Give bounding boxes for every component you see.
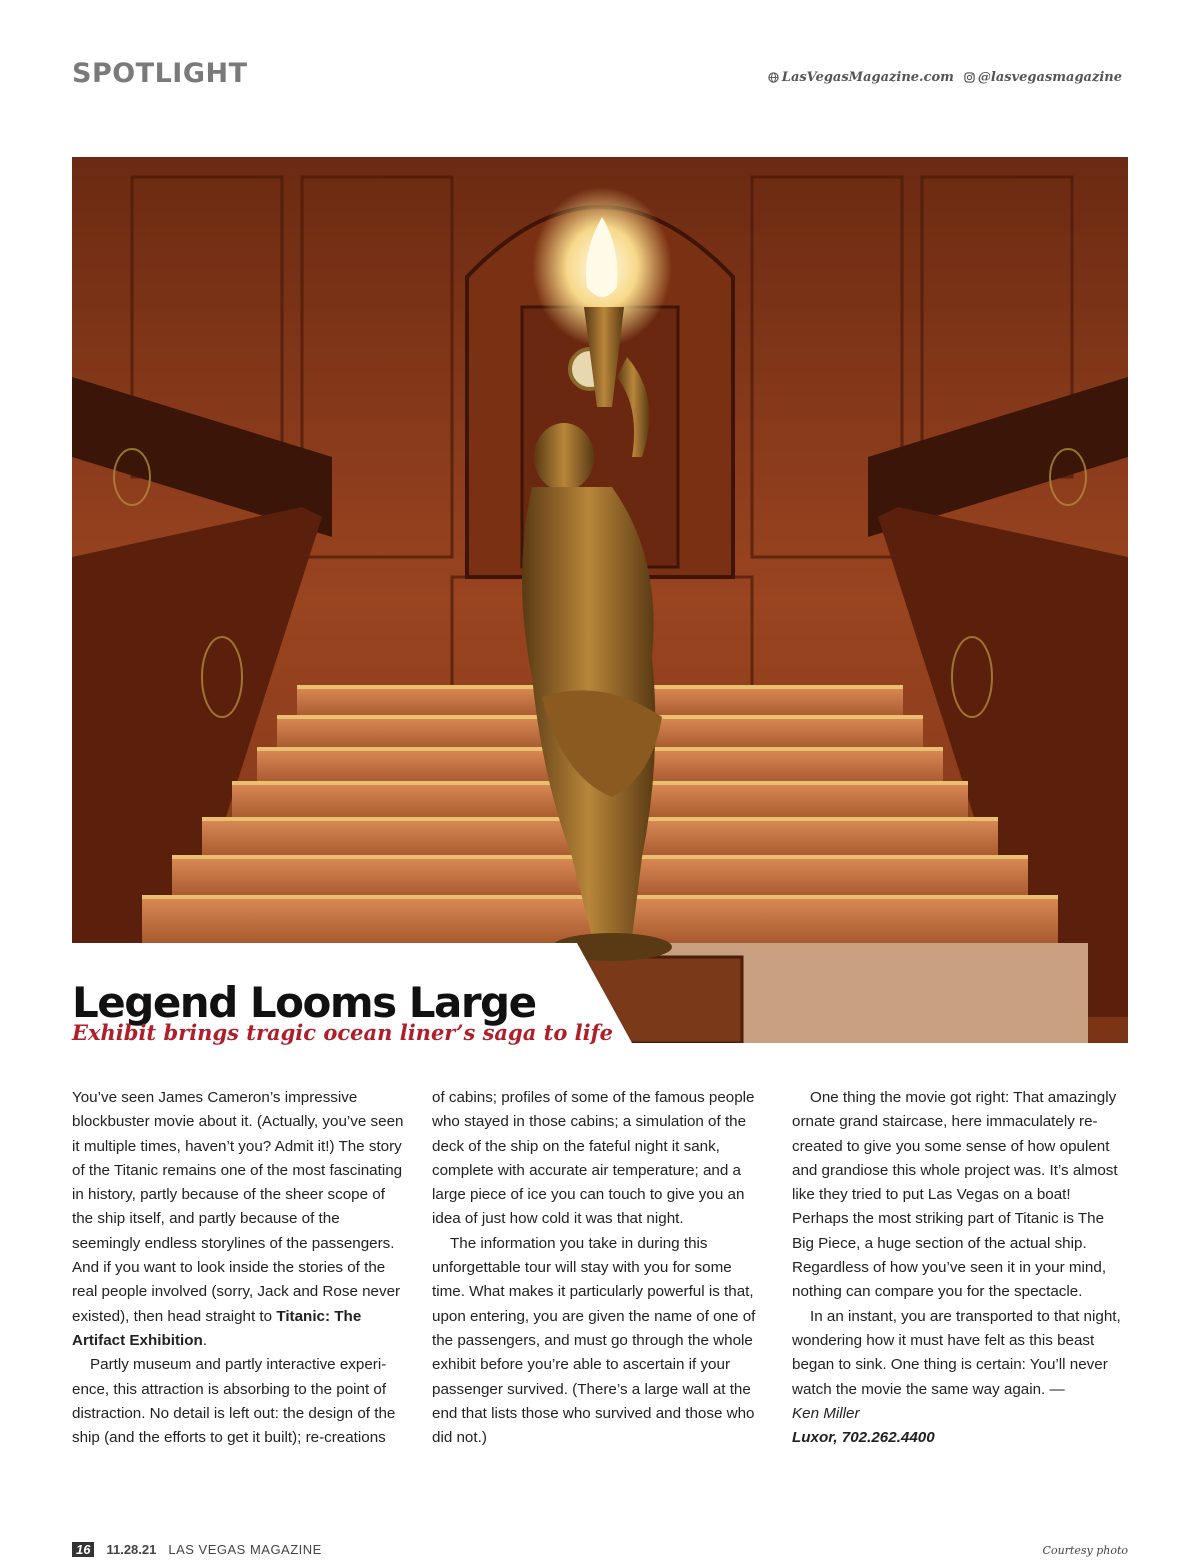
exhibit-name: Titanic: The Artifact Exhibition <box>72 1307 362 1349</box>
author-byline <box>792 1402 1128 1426</box>
paragraph: One thing the movie got right: That amazingly ornate grand staircase, here immaculately re-created to give you some sense of how opulent and grandiose this whole project was. It’s almost like they tried to put Las Vegas on a boat! Perhaps the most striking part of Titanic is The Big Piece, a huge section of the actual ship. Regardless of how you’ve seen it in your mind, nothing can compare you for the spectacle. <box>792 1089 1118 1301</box>
paragraph-end: . <box>202 1331 208 1349</box>
paragraph: In an instant, you are transported to that night, wondering how it must have felt as this beast began to sink. One thing is certain: You’ll never watch the movie the same way again. — <box>792 1307 1121 1398</box>
instagram-link[interactable] <box>964 70 1122 85</box>
author-name: Ken Miller <box>792 1404 860 1422</box>
hero-photo <box>72 157 1128 1043</box>
article-headline: Legend Looms Large <box>72 978 536 1027</box>
publication-name: LAS VEGAS MAGAZINE <box>168 1542 322 1557</box>
column-1 <box>72 1086 408 1450</box>
social-links <box>768 70 1122 85</box>
page-footer <box>72 1542 322 1557</box>
globe-icon <box>768 72 779 83</box>
paragraph <box>72 1086 408 1353</box>
article-deck: Exhibit brings tragic ocean liner’s saga to life <box>72 1020 613 1045</box>
venue-contact: Luxor, 702.262.4400 <box>792 1429 935 1447</box>
photo-credit: Courtesy photo <box>1042 1544 1128 1557</box>
column-3 <box>792 1086 1128 1450</box>
column-2 <box>432 1086 768 1450</box>
article-body <box>72 1086 1128 1450</box>
website-link[interactable] <box>768 70 954 85</box>
paragraph-text: You’ve seen James Cameron’s impressive blockbuster movie about it. (Actually, you’ve seen it multiple times, haven’t you? Admit it!) The story of the Titanic remains one of the most fascinating in history, partly because of the sheer scope of the ship itself, and partly because of the seemingly endless storylines of the passengers. And if you want to look inside the stories of the real people involved (sorry, Jack and Rose never existed), then head straight to <box>72 1089 404 1325</box>
section-label: SPOTLIGHT <box>72 58 248 89</box>
venue-info <box>792 1426 1128 1450</box>
paragraph: Partly museum and partly interactive experience, this attraction is absorbing to the point of distraction. No detail is left out: the design of the ship (and the efforts to get it built); re-creations <box>72 1356 396 1447</box>
instagram-icon <box>964 72 975 83</box>
paragraph: of cabins; profiles of some of the famous people who stayed in those cabins; a simulation of the deck of the ship on the fateful night it sank, complete with accurate air temperature; and a large piece of ice you can touch to give you an idea of just how cold it was that night. <box>432 1089 755 1228</box>
grand-staircase-illustration <box>72 157 1128 1043</box>
instagram-handle: @lasvegasmagazine <box>977 70 1122 85</box>
page-number: 16 <box>72 1542 94 1557</box>
paragraph: The information you take in during this unforgettable tour will stay with you for some time. What makes it particularly powerful is that, upon entering, you are given the name of one of the passengers, and must go through the whole exhibit before you’re able to ascertain if your passenger survived. (There’s a large wall at the end that lists those who survived and those who did not.) <box>432 1234 756 1447</box>
issue-date: 11.28.21 <box>106 1542 157 1557</box>
website-text: LasVegasMagazine.com <box>781 70 954 85</box>
